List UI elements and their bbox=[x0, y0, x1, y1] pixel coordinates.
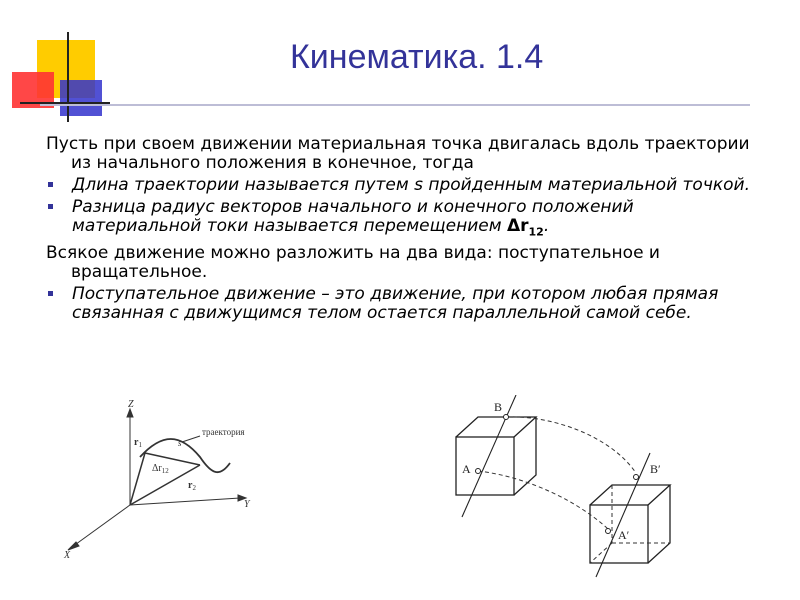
trajectory-label: траектория bbox=[202, 427, 245, 437]
dr12-label: $\Delta r_{12}$ bbox=[152, 463, 169, 475]
bullet-translational bbox=[46, 285, 766, 323]
r-vector-symbol: r bbox=[520, 216, 529, 236]
trajectory-pointer bbox=[182, 436, 200, 442]
square-bullet-icon bbox=[48, 291, 53, 296]
cube2-hidden-edge-2 bbox=[590, 543, 612, 563]
s-label: s bbox=[178, 438, 182, 448]
cube2-side bbox=[648, 485, 670, 563]
cube2-top bbox=[590, 485, 670, 505]
square-bullet-icon bbox=[48, 182, 53, 187]
cube1-top bbox=[456, 417, 536, 437]
x-axis-arrow-icon bbox=[68, 542, 79, 550]
label-b-prime: B′ bbox=[650, 462, 661, 476]
r1-label: $r_1$ bbox=[134, 437, 142, 449]
line-ab bbox=[462, 395, 516, 517]
square-bullet-icon bbox=[48, 204, 53, 209]
intro-paragraph: Пусть при своем движении материальная точка двигалась вдоль траектории из начального положения в конечное, тогда bbox=[46, 134, 750, 173]
axis-z-label: Z bbox=[128, 399, 134, 410]
title-rule bbox=[40, 104, 750, 106]
bullet-displacement bbox=[46, 198, 766, 241]
r2-label: $r_2$ bbox=[188, 480, 196, 492]
point-a-prime bbox=[606, 529, 611, 534]
trajectory-a-dashed bbox=[478, 471, 608, 529]
label-a-prime: A′ bbox=[618, 528, 630, 542]
cube1-side bbox=[514, 417, 536, 495]
trajectory-figure bbox=[60, 395, 280, 565]
x-axis bbox=[72, 505, 130, 547]
bullet-displacement-text: Разница радиус векторов начального и конечного положений материальной токи называется перемещением bbox=[72, 197, 634, 236]
axis-x-label: X bbox=[64, 550, 71, 561]
translation-figure bbox=[440, 395, 700, 580]
bullet-path-length bbox=[46, 176, 766, 195]
label-a: A bbox=[462, 462, 471, 476]
bullet-displacement-end: . bbox=[543, 216, 550, 236]
r-vector-subscript: 12 bbox=[528, 225, 544, 239]
point-b-prime bbox=[634, 475, 639, 480]
point-a bbox=[476, 469, 481, 474]
line-ab-prime bbox=[596, 453, 650, 577]
y-axis bbox=[130, 498, 240, 505]
trajectory-b-dashed bbox=[506, 417, 636, 473]
bullet-translational-text: Поступательное движение – это движение, при котором любая прямая связанная с движущимся телом остается параллельной самой себе. bbox=[72, 284, 719, 324]
label-b: B bbox=[494, 400, 503, 414]
deco-vertical-line bbox=[67, 32, 69, 122]
z-axis-arrow-icon bbox=[127, 409, 133, 417]
slide-content bbox=[46, 135, 766, 326]
motion-types-paragraph: Всякое движение можно разложить на два вида: поступательное и вращательное. bbox=[46, 243, 660, 283]
point-b bbox=[504, 415, 509, 420]
bullet-path-length-text: Длина траектории называется путем s пройденным материальной точкой. bbox=[72, 175, 750, 195]
slide-title: Кинематика. 1.4 bbox=[290, 38, 544, 76]
axis-y-label: Y bbox=[244, 499, 250, 510]
delta-symbol: Δ bbox=[506, 216, 521, 236]
